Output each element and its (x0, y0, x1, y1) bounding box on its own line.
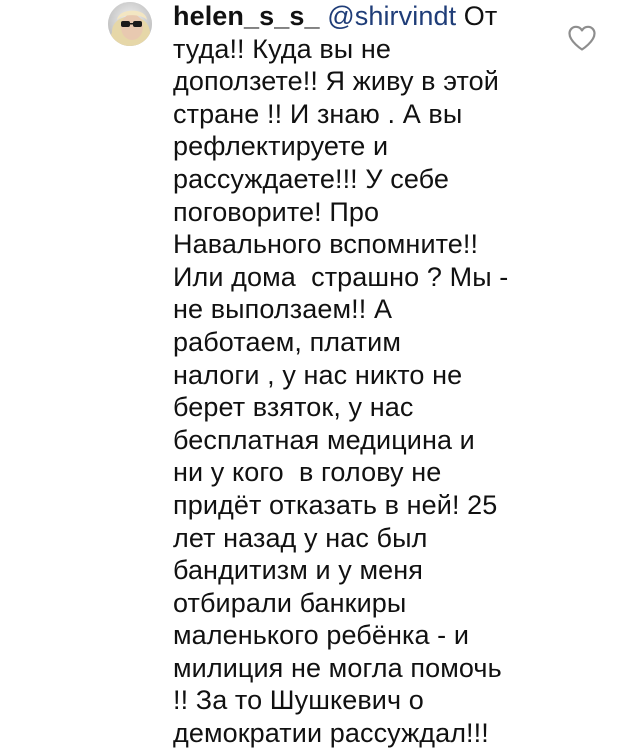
comment-line-0: От (456, 1, 498, 31)
comment-line: демократии рассуждал!!! (173, 718, 489, 749)
comment-line: берет взяток, у нас (173, 392, 414, 423)
comment-line: Или дома страшно ? Мы - (173, 261, 509, 292)
mention-link[interactable]: @shirvindt (327, 1, 457, 31)
comment-line: бесплатная медицина и (173, 424, 475, 455)
comment-line: отбирали банкиры (173, 587, 407, 618)
like-button[interactable] (567, 24, 597, 52)
avatar[interactable] (108, 2, 152, 46)
comment-line: лет назад у нас был (173, 522, 428, 553)
comment-line: милиция не могла помочь (173, 652, 502, 683)
comment-line: ни у кого в голову не (173, 457, 442, 488)
comment-line: Навального вспомните!! (173, 229, 479, 260)
comment-line: доползете!! Я живу в этой (173, 66, 499, 97)
comment-line: маленького ребёнка - и (173, 620, 470, 651)
comment-line: не выползаем!! А (173, 294, 393, 325)
comment-line: бандитизм и у меня (173, 555, 423, 586)
comment-line: поговорите! Про (173, 196, 380, 227)
comment-line: стране !! И знаю . А вы (173, 98, 463, 129)
comment-line: рефлектируете и (173, 131, 389, 162)
comment-line: туда!! Куда вы не (173, 33, 392, 64)
comment-text (173, 0, 563, 750)
username-link[interactable]: helen_s_s_ (173, 1, 320, 31)
avatar-image (108, 2, 152, 46)
heart-outline-icon (567, 24, 597, 52)
comment-line: рассуждаете!!! У себе (173, 163, 450, 194)
comment-line: !! За то Шушкевич о (173, 685, 424, 716)
comment-line: налоги , у нас никто не (173, 359, 463, 390)
comment-line: работаем, платим (173, 326, 401, 357)
comment-first-line (173, 0, 563, 33)
comment-line: придёт отказать в ней! 25 (173, 489, 498, 520)
